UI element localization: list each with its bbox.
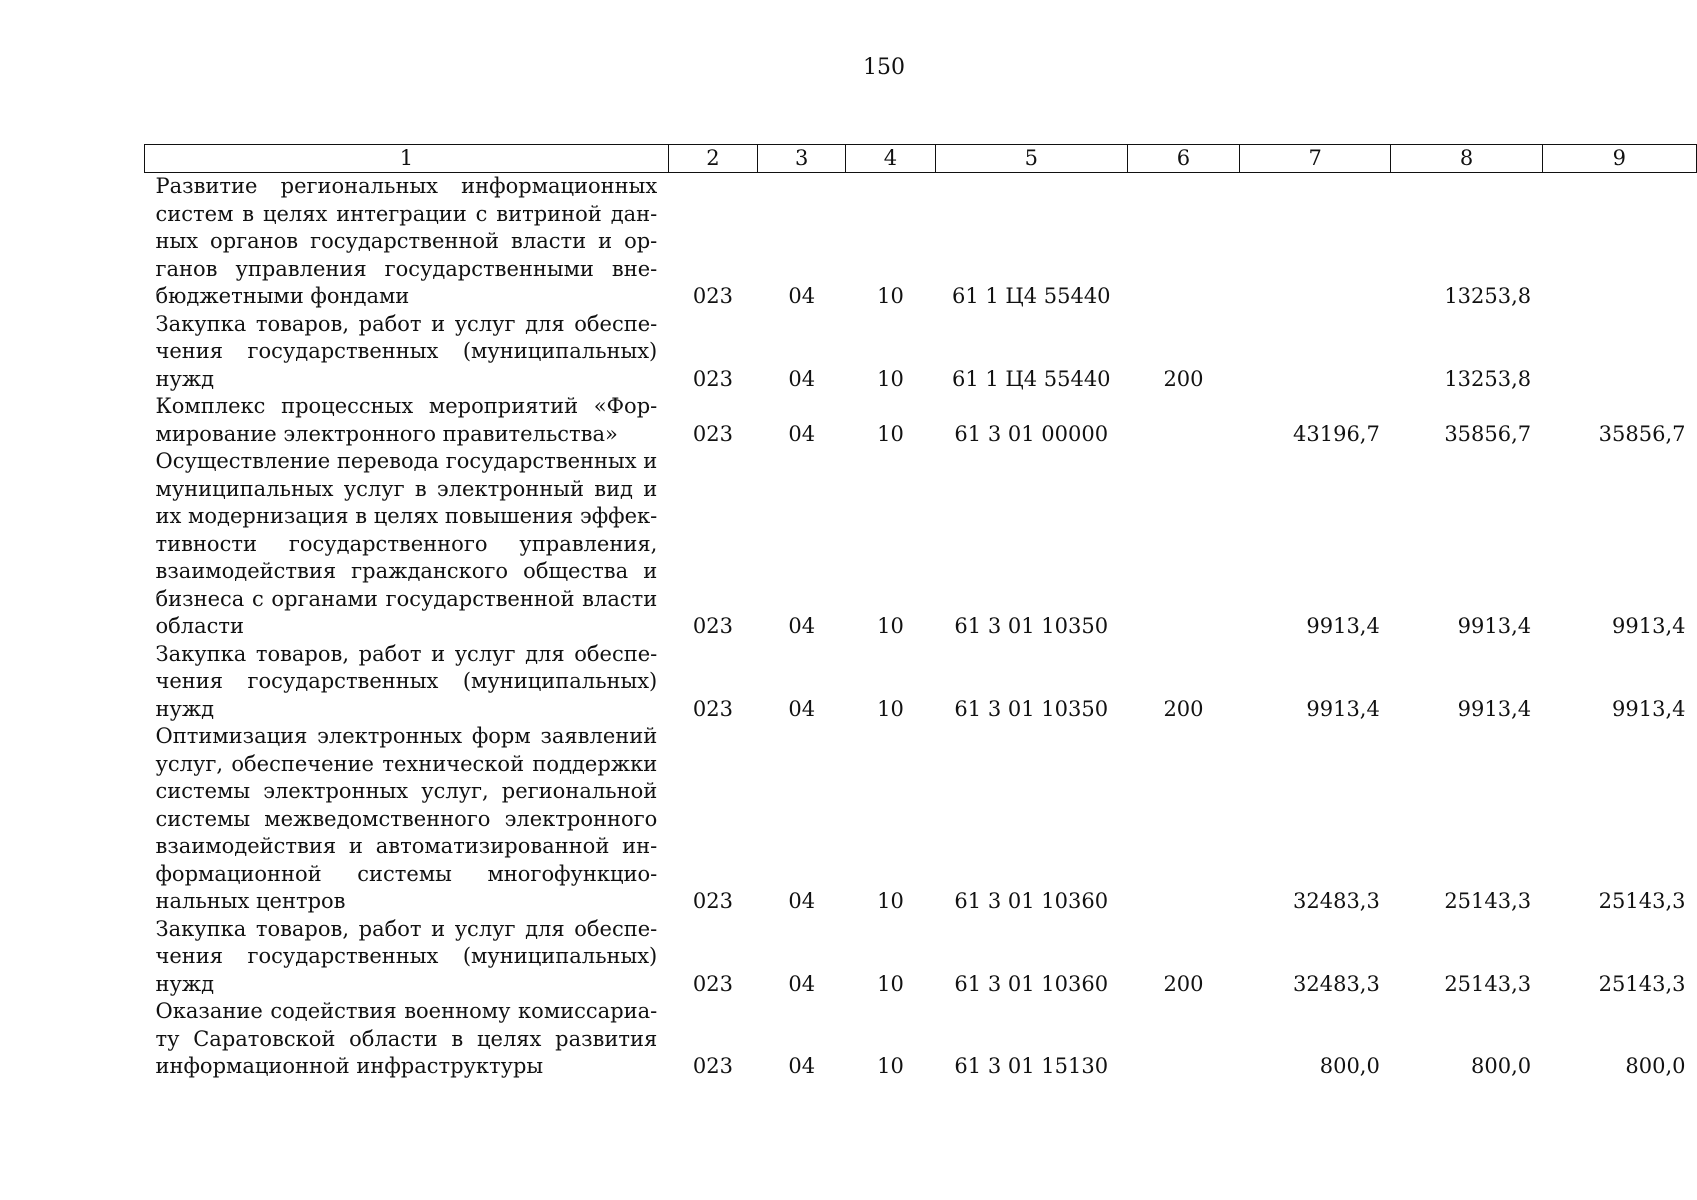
amount-col9-cell: 800,0 [1625, 1054, 1686, 1078]
amount-col9-cell: 9913,4 [1612, 614, 1686, 638]
column-header-7: 7 [1240, 145, 1391, 173]
description-line: Оптимизация электронных форм заявлений [155, 724, 658, 748]
target-article-cell: 61 3 01 00000 [954, 421, 1109, 446]
description-line: Развитие региональных информационных [155, 174, 658, 198]
amount-col9-cell [1542, 173, 1696, 311]
subsection-code-cell: 10 [877, 284, 904, 308]
amount-col9-cell: 25143,3 [1598, 971, 1686, 996]
chapter-code-cell: 023 [692, 284, 733, 308]
amount-col7-cell: 43196,7 [1293, 421, 1380, 446]
column-header-1: 1 [145, 145, 669, 173]
description-line: ных органов государственной власти и ор- [155, 229, 658, 253]
column-header-8: 8 [1391, 145, 1542, 173]
amount-col7-cell: 32483,3 [1293, 889, 1380, 913]
description-line: области [155, 614, 245, 638]
table-body [145, 173, 1697, 1081]
expense-type-cell [1127, 173, 1239, 311]
table-row [145, 311, 1697, 394]
description-line: Закупка товаров, работ и услуг для обеспе- [155, 916, 658, 941]
chapter-code-cell: 023 [692, 971, 733, 996]
amount-col8-cell: 35856,7 [1444, 421, 1532, 446]
chapter-code-cell: 023 [692, 366, 733, 391]
row-description [145, 916, 669, 999]
table-row [145, 916, 1697, 999]
amount-col8-cell: 800,0 [1471, 1054, 1532, 1078]
target-article-cell: 61 3 01 15130 [954, 1054, 1109, 1078]
row-description [145, 723, 669, 916]
description-line: системы электронных услуг, региональной [155, 779, 658, 803]
column-header-4: 4 [846, 145, 935, 173]
row-description [145, 173, 669, 311]
description-line: систем в целях интеграции с витриной дан- [155, 201, 658, 226]
table-header-row [145, 145, 1697, 173]
description-line: Закупка товаров, работ и услуг для обеспе- [155, 311, 658, 336]
target-article-cell: 61 3 01 10350 [954, 614, 1109, 638]
amount-col7-cell [1240, 311, 1391, 394]
description-line: Закупка товаров, работ и услуг для обеспе- [155, 641, 658, 666]
amount-col8-cell: 25143,3 [1444, 889, 1532, 913]
description-line: мирование электронного правительства» [155, 421, 618, 446]
subsection-code-cell: 10 [877, 889, 904, 913]
target-article-cell: 61 3 01 10360 [954, 971, 1109, 996]
section-code-cell: 04 [788, 366, 816, 391]
description-line: муниципальных услуг в электронный вид и [155, 476, 658, 501]
amount-col9-cell [1542, 311, 1696, 394]
description-line: ту Саратовской области в целях развития [155, 1026, 658, 1051]
subsection-code-cell: 10 [877, 366, 904, 391]
subsection-code-cell: 10 [877, 1054, 904, 1078]
chapter-code-cell: 023 [692, 889, 733, 913]
expense-type-cell [1127, 998, 1239, 1081]
expense-type-cell: 200 [1163, 366, 1204, 391]
amount-col8-cell: 25143,3 [1444, 971, 1532, 996]
amount-col8-cell: 13253,8 [1444, 284, 1532, 308]
table-row [145, 641, 1697, 724]
description-line: нужд [155, 971, 215, 996]
budget-table [144, 144, 1697, 1081]
table-row [145, 448, 1697, 641]
table-row [145, 998, 1697, 1081]
column-header-2: 2 [668, 145, 757, 173]
subsection-code-cell: 10 [877, 421, 904, 446]
description-line: информационной инфраструктуры [155, 1054, 544, 1078]
description-line: нужд [155, 696, 215, 721]
row-description [145, 448, 669, 641]
amount-col7-cell: 800,0 [1319, 1054, 1380, 1078]
target-article-cell: 61 1 Ц4 55440 [951, 284, 1111, 308]
amount-col7-cell: 9913,4 [1306, 614, 1380, 638]
column-header-5: 5 [935, 145, 1127, 173]
section-code-cell: 04 [788, 614, 816, 638]
description-line: тивности государственного управления, [155, 531, 658, 556]
row-description [145, 311, 669, 394]
chapter-code-cell: 023 [692, 421, 733, 446]
amount-col8-cell: 13253,8 [1444, 366, 1532, 391]
description-line: формационной системы многофункцио- [155, 861, 658, 886]
expense-type-cell [1127, 393, 1239, 448]
amount-col9-cell: 25143,3 [1598, 889, 1686, 913]
description-line: бизнеса с органами государственной власти [155, 586, 658, 611]
chapter-code-cell: 023 [692, 696, 733, 721]
column-header-3: 3 [758, 145, 846, 173]
description-line: нужд [155, 366, 215, 391]
description-line: системы межведомственного электронного [155, 806, 658, 831]
section-code-cell: 04 [788, 284, 816, 308]
section-code-cell: 04 [788, 889, 816, 913]
section-code-cell: 04 [788, 421, 816, 446]
column-header-9: 9 [1542, 145, 1696, 173]
subsection-code-cell: 10 [877, 971, 904, 996]
target-article-cell: 61 1 Ц4 55440 [951, 366, 1111, 391]
amount-col8-cell: 9913,4 [1457, 614, 1532, 638]
description-line: нальных центров [155, 889, 346, 913]
chapter-code-cell: 023 [692, 614, 733, 638]
subsection-code-cell: 10 [877, 614, 904, 638]
table-row [145, 723, 1697, 916]
amount-col9-cell: 9913,4 [1612, 696, 1686, 721]
column-header-6: 6 [1127, 145, 1239, 173]
row-description [145, 393, 669, 448]
description-line: бюджетными фондами [155, 284, 410, 308]
description-line: Осуществление перевода государственных и [155, 449, 658, 473]
description-line: взаимодействия гражданского общества и [155, 559, 658, 583]
page-number: 150 [863, 55, 905, 80]
expense-type-cell [1127, 723, 1239, 916]
description-line: услуг, обеспечение технической поддержки [155, 751, 658, 776]
amount-col7-cell: 9913,4 [1306, 696, 1380, 721]
amount-col7-cell [1240, 173, 1391, 311]
description-line: ганов управления государственными вне- [155, 256, 658, 281]
table-row [145, 173, 1697, 311]
section-code-cell: 04 [788, 1054, 816, 1078]
subsection-code-cell: 10 [877, 696, 904, 721]
amount-col9-cell: 35856,7 [1598, 421, 1686, 446]
section-code-cell: 04 [788, 971, 816, 996]
description-line: взаимодействия и автоматизированной ин- [155, 834, 658, 858]
table-row [145, 393, 1697, 448]
description-line: Комплекс процессных мероприятий «Фор- [155, 394, 658, 418]
chapter-code-cell: 023 [692, 1054, 733, 1078]
row-description [145, 641, 669, 724]
expense-type-cell: 200 [1163, 696, 1204, 721]
expense-type-cell: 200 [1163, 971, 1204, 996]
row-description [145, 998, 669, 1081]
description-line: чения государственных (муниципальных) [155, 669, 658, 693]
expense-type-cell [1127, 448, 1239, 641]
amount-col8-cell: 9913,4 [1457, 696, 1532, 721]
target-article-cell: 61 3 01 10350 [954, 696, 1109, 721]
section-code-cell: 04 [788, 696, 816, 721]
description-line: их модернизация в целях повышения эффек- [155, 504, 658, 528]
target-article-cell: 61 3 01 10360 [954, 889, 1109, 913]
description-line: Оказание содействия военному комиссариа- [155, 999, 658, 1023]
description-line: чения государственных (муниципальных) [155, 339, 658, 363]
amount-col7-cell: 32483,3 [1293, 971, 1380, 996]
description-line: чения государственных (муниципальных) [155, 944, 658, 968]
